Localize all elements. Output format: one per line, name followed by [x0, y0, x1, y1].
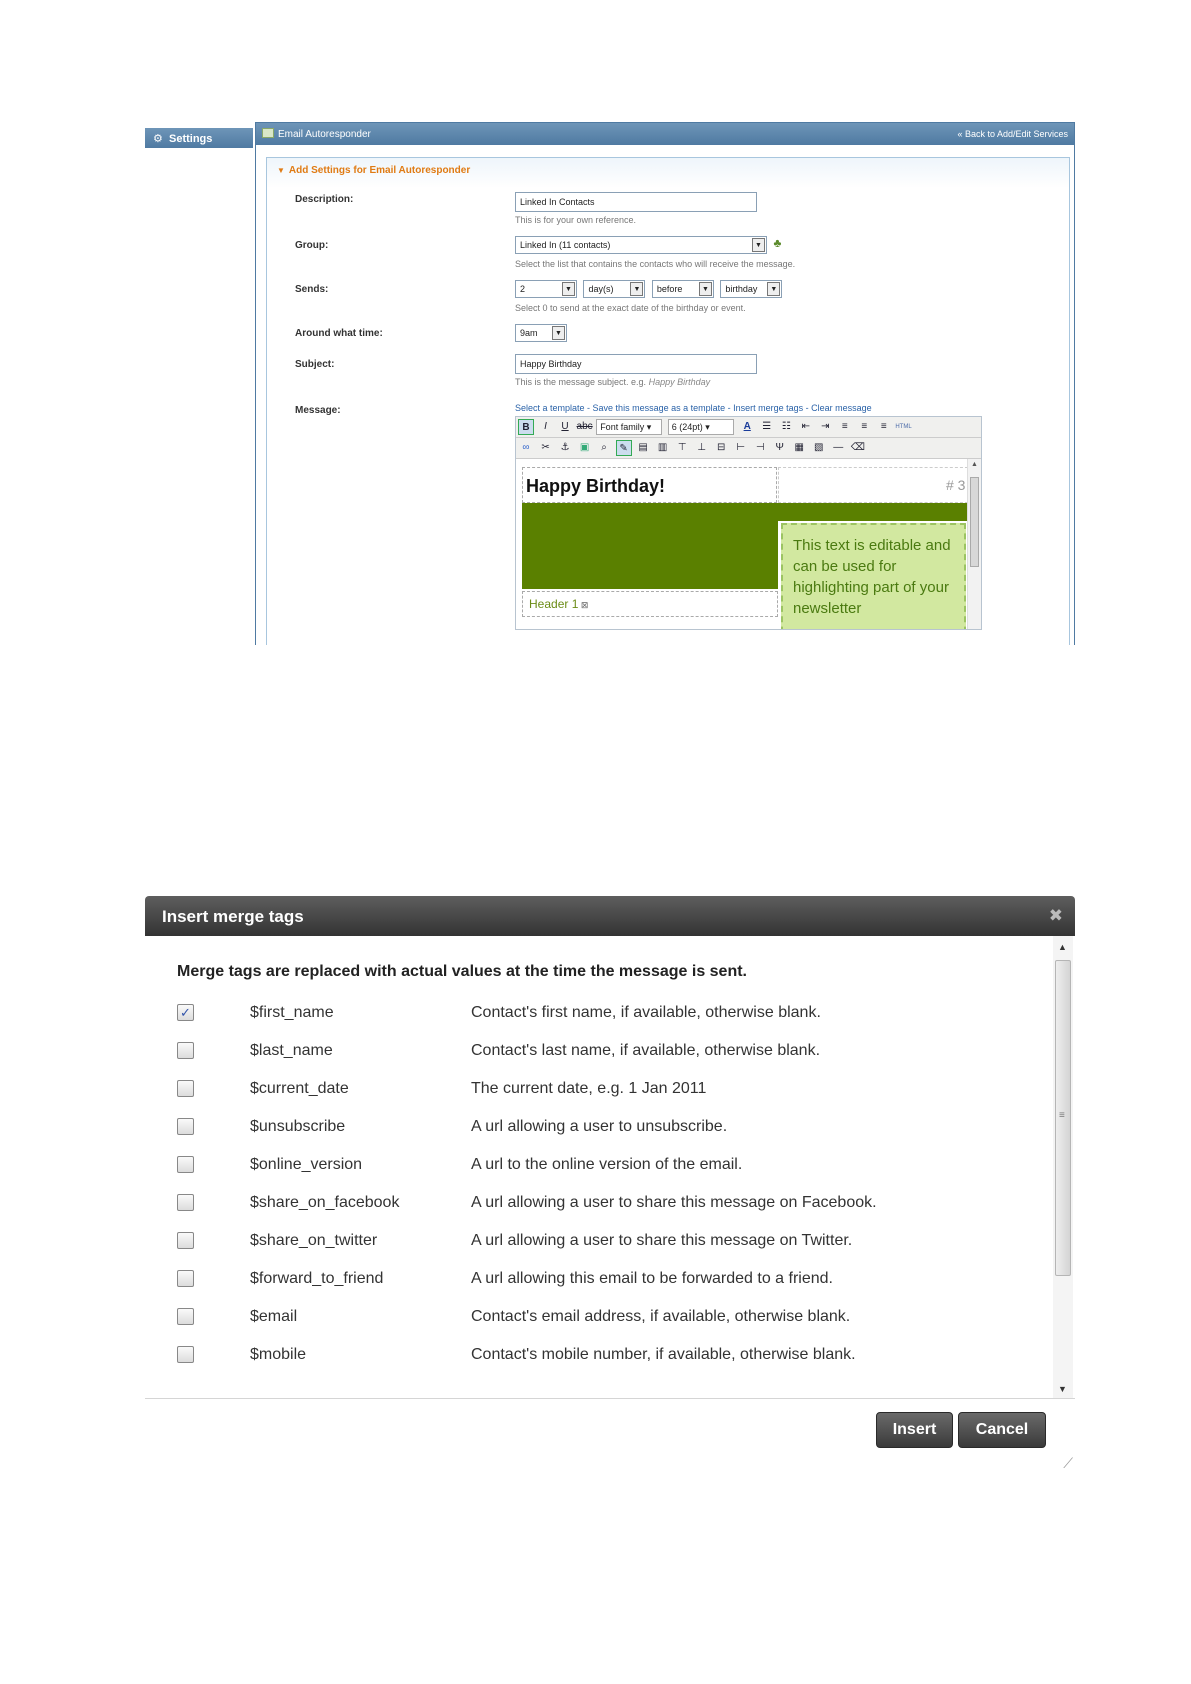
align-left-icon[interactable]: ≡: [841, 421, 848, 432]
merge-tag-checkbox[interactable]: [177, 1080, 194, 1097]
merge-tag-desc: A url to the online version of the email.: [471, 1156, 743, 1173]
merge-tag-name: $share_on_facebook: [250, 1194, 400, 1211]
merge-tag-desc: A url allowing this email to be forwarded to a friend.: [471, 1270, 833, 1287]
subject-label: Subject:: [295, 359, 335, 370]
merge-tag-row[interactable]: [145, 1264, 1045, 1294]
resize-handle-icon[interactable]: ⟋: [1063, 1455, 1073, 1471]
merge-tag-name: $first_name: [250, 1004, 334, 1021]
time-controls: [515, 324, 569, 342]
strikethrough-icon[interactable]: abc: [576, 421, 593, 432]
merge-tag-row[interactable]: [145, 1340, 1045, 1370]
merge-tag-checkbox[interactable]: ✓: [177, 1004, 194, 1021]
scroll-grip-icon: ≡: [1059, 1110, 1065, 1121]
sends-count-value: 2: [520, 284, 526, 294]
merge-tag-checkbox[interactable]: [177, 1346, 194, 1363]
panel-header: [256, 123, 1074, 145]
sends-event-value: birthday: [725, 284, 758, 294]
dialog-scrollbar[interactable]: [1053, 936, 1073, 1398]
sends-unit-select[interactable]: [583, 280, 645, 298]
message-links: Select a template - Save this message as a template - Insert merge tags - Clear message: [515, 403, 872, 413]
chevron-down-icon: ▼: [562, 282, 575, 296]
group-select[interactable]: [515, 236, 767, 254]
merge-tag-desc: Contact's mobile number, if available, otherwise blank.: [471, 1346, 856, 1363]
underline-icon[interactable]: U: [561, 421, 569, 432]
email-icon: [262, 128, 274, 138]
section-title-text: Add Settings for Email Autoresponder: [288, 165, 471, 176]
font-size-value: 6 (24pt): [671, 422, 703, 432]
description-input[interactable]: Linked In Contacts: [515, 192, 757, 212]
merge-tags-dialog: [145, 896, 1075, 1474]
cancel-button[interactable]: Cancel: [958, 1412, 1046, 1448]
back-link[interactable]: « Back to Add/Edit Services: [957, 129, 1068, 139]
bold-icon[interactable]: B: [518, 419, 534, 435]
message-editor: [515, 416, 982, 630]
sends-label: Sends:: [295, 284, 329, 295]
sends-hint: Select 0 to send at the exact date of the birthday or event.: [515, 303, 746, 313]
select-template-link[interactable]: Select a template: [515, 403, 585, 413]
template-banner: [522, 503, 778, 589]
merge-tag-row[interactable]: [145, 1302, 1045, 1332]
align-right-icon[interactable]: ≡: [880, 421, 887, 432]
template-header-line[interactable]: [522, 591, 778, 617]
outdent-icon[interactable]: ⇤: [801, 421, 810, 432]
unlink-icon[interactable]: ✂: [541, 442, 550, 453]
merge-tag-desc: The current date, e.g. 1 Jan 2011: [471, 1080, 707, 1097]
template-banner-strip: [778, 503, 968, 521]
merge-tag-desc: A url allowing a user to share this message on Facebook.: [471, 1194, 877, 1211]
settings-tab-label: Settings: [169, 133, 213, 145]
save-template-link[interactable]: Save this message as a template: [592, 403, 726, 413]
chevron-down-icon: ▼: [752, 238, 765, 252]
split-cells-icon[interactable]: Ψ: [775, 442, 784, 453]
col-after-icon[interactable]: ⊣: [755, 442, 765, 453]
font-family-select[interactable]: Font family ▾: [596, 419, 662, 435]
merge-tag-row[interactable]: [145, 1112, 1045, 1142]
image-icon[interactable]: ▣: [579, 442, 590, 453]
template-header-label: Header 1: [529, 597, 579, 611]
merge-tag-checkbox[interactable]: [177, 1308, 194, 1325]
sends-relation-select[interactable]: [652, 280, 714, 298]
template-right-top-cell: [778, 467, 968, 503]
group-hint: Select the list that contains the contacts who will receive the message.: [515, 259, 796, 269]
panel-title: Email Autoresponder: [278, 129, 371, 140]
merge-tag-name: $share_on_twitter: [250, 1232, 378, 1249]
merge-tag-name: $forward_to_friend: [250, 1270, 384, 1287]
table-icon[interactable]: ▤: [638, 442, 648, 453]
group-select-value: Linked In (11 contacts): [520, 240, 611, 250]
dialog-divider: [145, 1398, 1075, 1399]
sends-unit-value: day(s): [588, 284, 614, 294]
merge-tag-name: $mobile: [250, 1346, 307, 1363]
merge-tag-desc: A url allowing a user to share this message on Twitter.: [471, 1232, 853, 1249]
time-label: Around what time:: [295, 328, 383, 339]
sends-event-select[interactable]: [720, 280, 782, 298]
editor-scrollbar[interactable]: [967, 459, 981, 629]
link-icon[interactable]: ∞: [522, 442, 530, 453]
autoresponder-screenshot: [145, 120, 1075, 645]
editor-content[interactable]: [516, 459, 981, 629]
merge-tag-checkbox[interactable]: [177, 1194, 194, 1211]
chevron-down-icon: ▼: [767, 282, 780, 296]
template-highlight-text[interactable]: This text is editable and can be used for highlighting part of your newsletter: [781, 523, 966, 629]
scroll-up-icon[interactable]: ▲: [971, 461, 978, 468]
merge-tag-checkbox[interactable]: [177, 1042, 194, 1059]
editor-toolbar-row2: [516, 438, 981, 459]
merge-tag-row[interactable]: [145, 1074, 1045, 1104]
align-center-icon[interactable]: ≡: [861, 421, 868, 432]
numbered-list-icon[interactable]: ☷: [781, 421, 791, 432]
merge-tag-checkbox[interactable]: [177, 1232, 194, 1249]
merge-cells-icon[interactable]: ▦: [794, 442, 804, 453]
merge-tag-checkbox[interactable]: [177, 1270, 194, 1287]
merge-tag-desc: Contact's email address, if available, otherwise blank.: [471, 1308, 851, 1325]
delete-row-icon[interactable]: ⊟: [716, 442, 726, 453]
description-label: Description:: [295, 194, 354, 205]
bullet-list-icon[interactable]: ☰: [762, 421, 772, 432]
merge-tag-checkbox[interactable]: [177, 1118, 194, 1135]
table-props-icon[interactable]: ▥: [657, 442, 668, 453]
chevron-down-icon: ▼: [699, 282, 712, 296]
template-heading[interactable]: Happy Birthday!: [522, 467, 777, 503]
collapse-arrow-icon: ▼: [277, 166, 285, 175]
cell-props-icon[interactable]: ▧: [814, 442, 824, 453]
col-before-icon[interactable]: ⊢: [736, 442, 746, 453]
eraser-icon[interactable]: ⌫: [850, 442, 865, 453]
merge-tag-desc: Contact's first name, if available, otherwise blank.: [471, 1004, 821, 1021]
merge-tag-desc: Contact's last name, if available, otherwise blank.: [471, 1042, 821, 1059]
find-icon[interactable]: ⌕: [601, 442, 607, 453]
insert-button[interactable]: Insert: [876, 1412, 953, 1448]
time-select[interactable]: [515, 324, 567, 342]
close-icon[interactable]: ✖: [1048, 906, 1063, 925]
dialog-intro: Merge tags are replaced with actual values at the time the message is sent.: [177, 963, 747, 980]
section-title[interactable]: [267, 158, 1069, 176]
time-value: 9am: [520, 328, 538, 338]
settings-tab[interactable]: [145, 128, 253, 148]
font-family-value: Font family: [600, 422, 645, 432]
dialog-body: [145, 936, 1075, 1398]
sends-count-select[interactable]: [515, 280, 577, 298]
dialog-titlebar[interactable]: [145, 896, 1075, 936]
gear-icon: ⚙: [153, 133, 163, 145]
merge-tag-row[interactable]: [145, 1226, 1045, 1256]
group-label: Group:: [295, 240, 329, 251]
message-label: Message:: [295, 405, 341, 416]
merge-tag-row[interactable]: [145, 1188, 1045, 1218]
italic-icon[interactable]: I: [544, 421, 547, 432]
merge-tag-desc: A url allowing a user to unsubscribe.: [471, 1118, 728, 1135]
clear-message-link[interactable]: Clear message: [811, 403, 872, 413]
dialog-title: Insert merge tags: [162, 907, 304, 926]
image-placeholder-icon: ⊠: [578, 600, 589, 610]
autoresponder-panel: [255, 122, 1075, 645]
sends-controls: [515, 280, 784, 298]
template-number: # 3: [946, 477, 966, 493]
scroll-up-icon[interactable]: ▲: [1058, 942, 1067, 952]
merge-tag-name: $unsubscribe: [250, 1118, 346, 1135]
chevron-down-icon: ▼: [630, 282, 643, 296]
merge-tag-row[interactable]: [145, 1036, 1045, 1066]
subject-hint-example: Happy Birthday: [648, 377, 711, 387]
edit-css-icon[interactable]: ✎: [616, 440, 632, 456]
horizontal-rule-icon[interactable]: —: [833, 442, 844, 453]
anchor-icon[interactable]: ⚓: [560, 442, 570, 453]
sends-relation-value: before: [656, 284, 683, 294]
font-color-icon[interactable]: A: [743, 421, 751, 432]
settings-section: [266, 157, 1070, 645]
html-source-icon[interactable]: HTML: [895, 424, 912, 430]
merge-tag-name: $email: [250, 1308, 298, 1325]
subject-hint: [515, 377, 710, 387]
subject-hint-prefix: This is the message subject. e.g.: [515, 377, 647, 387]
chevron-down-icon: ▼: [552, 326, 565, 340]
indent-icon[interactable]: ⇥: [821, 421, 830, 432]
merge-tag-name: $online_version: [250, 1156, 363, 1173]
row-after-icon[interactable]: ⊥: [697, 442, 706, 453]
merge-tag-name: $last_name: [250, 1042, 333, 1059]
scroll-down-icon[interactable]: ▼: [1058, 1384, 1067, 1394]
row-before-icon[interactable]: ⊤: [677, 442, 687, 453]
merge-tag-row[interactable]: [145, 1150, 1045, 1180]
group-select-wrap: [515, 236, 781, 254]
merge-tag-checkbox[interactable]: [177, 1156, 194, 1173]
editor-toolbar-row1: [516, 417, 981, 438]
description-hint: This is for your own reference.: [515, 215, 637, 225]
merge-tag-row[interactable]: [145, 998, 1045, 1028]
merge-tag-name: $current_date: [250, 1080, 349, 1097]
insert-merge-tags-link[interactable]: Insert merge tags: [733, 403, 804, 413]
editor-scroll-thumb[interactable]: [970, 477, 979, 567]
contacts-icon[interactable]: ♣: [773, 236, 782, 250]
subject-input[interactable]: Happy Birthday: [515, 354, 757, 374]
font-size-select[interactable]: 6 (24pt) ▾: [668, 419, 734, 435]
